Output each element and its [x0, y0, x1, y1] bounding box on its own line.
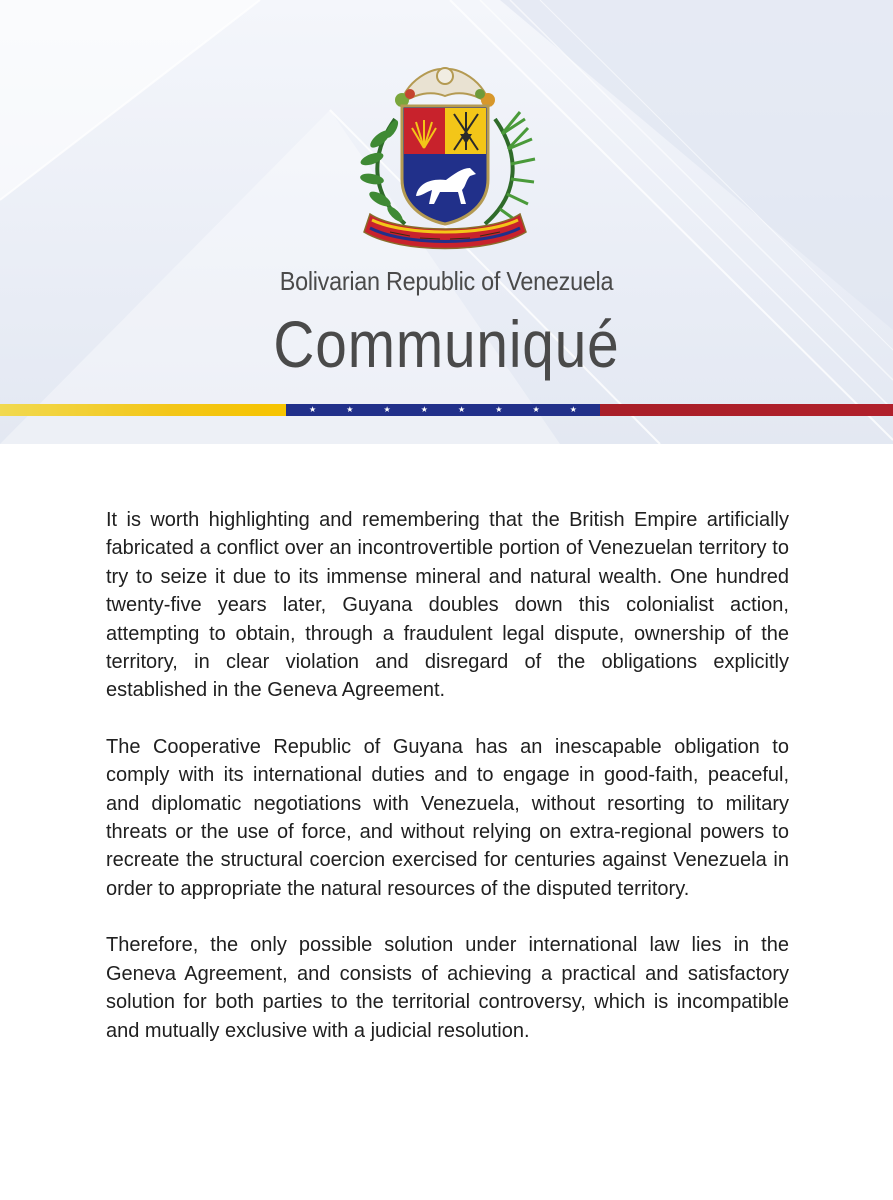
coat-of-arms-of-venezuela-icon	[350, 64, 540, 264]
flag-color-bar	[0, 404, 893, 416]
page-title: Communiqué	[273, 307, 620, 381]
star-icon: ★	[383, 405, 391, 414]
paragraph: It is worth highlighting and remembering that the British Empire artificially fabricated a conflict over an incontrovertible portion of Venezuelan territory to try to seize it due to its immense mineral and natural wealth. One hundred twenty-five years later, Guyana doubles down this colonialist action, attempting to obtain, through a fraudulent legal dispute, ownership of the territory, in clear violation and disregard of the obligations explicitly established in the Geneva Agreement.	[106, 509, 789, 702]
paragraph: Therefore, the only possible solution under international law lies in the Geneva Agreement, and consists of achieving a practical and satisfactory solution for both parties to the territorial controversy, which is incompatible and mutually exclusive with a judicial resolution.	[106, 934, 789, 1042]
flag-yellow-stripe	[0, 404, 286, 416]
communique-header	[0, 0, 893, 444]
star-icon: ★	[532, 405, 540, 414]
paragraph: The Cooperative Republic of Guyana has an inescapable obligation to comply with its international duties and to engage in good-faith, peaceful, and diplomatic negotiations with Venezuela, without resorting to military threats or the use of force, and without relying on extra-regional powers to recreate the structural coercion exercised for centuries against Venezuela in order to appropriate the natural resources of the disputed territory.	[106, 735, 789, 900]
star-icon: ★	[569, 405, 577, 414]
flag-red-stripe	[600, 404, 893, 416]
country-name: Bolivarian Republic of Venezuela	[279, 266, 614, 296]
star-icon: ★	[420, 405, 428, 414]
flag-blue-stripe	[286, 404, 600, 416]
star-icon: ★	[309, 405, 317, 414]
star-icon: ★	[346, 405, 354, 414]
star-icon: ★	[458, 405, 466, 414]
star-icon: ★	[495, 405, 503, 414]
communique-body	[106, 506, 789, 1073]
